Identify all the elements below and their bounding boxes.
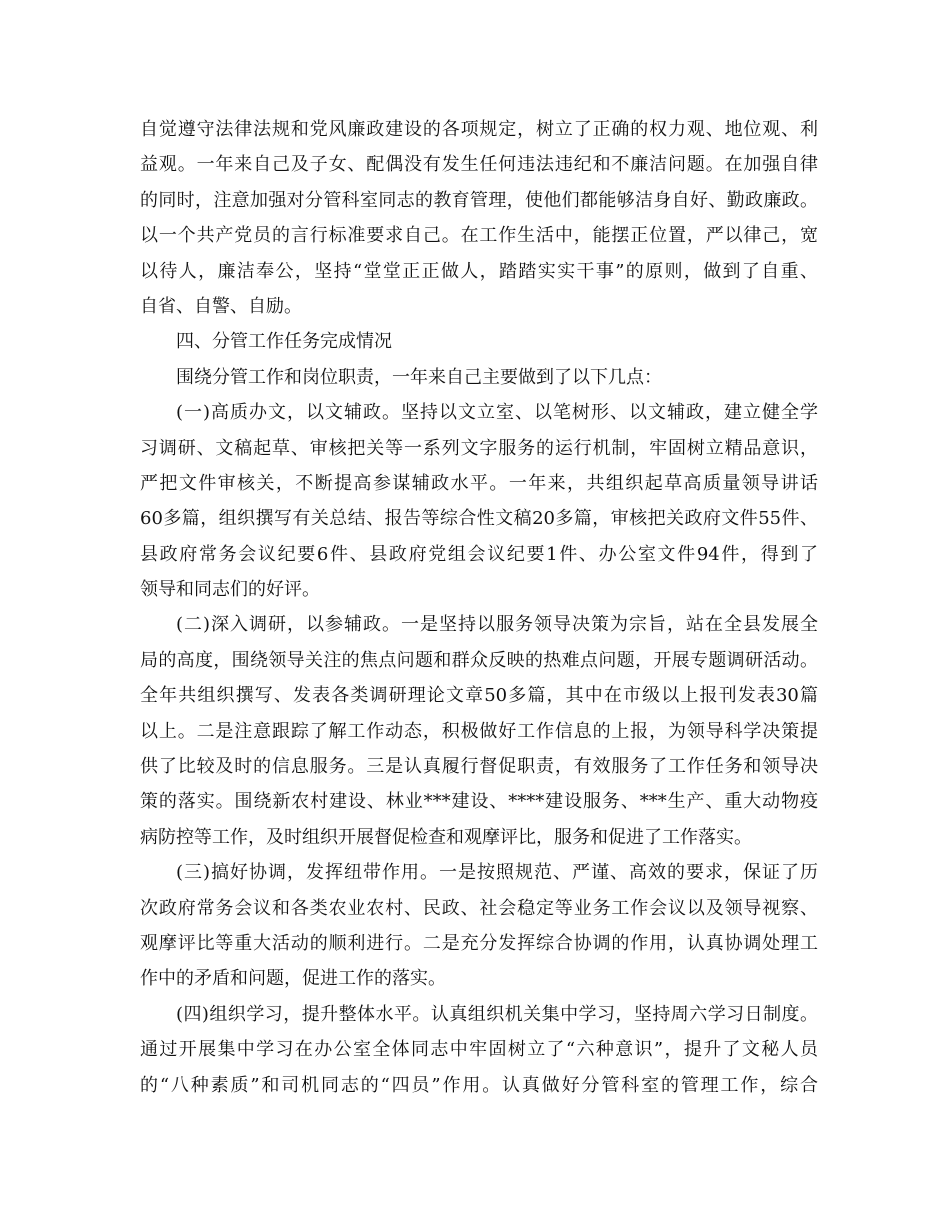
text-line: 自觉遵守法律法规和党风廉政建设的各项规定，树立了正确的权力观、地位观、利 bbox=[140, 119, 818, 140]
text-line: 作中的矛盾和问题，促进工作的落实。 bbox=[140, 968, 446, 990]
text-line: 的“八种素质”和司机同志的“四员”作用。认真做好分管科室的管理工作，综合 bbox=[140, 1074, 818, 1096]
text-line: 通过开展集中学习在办公室全体同志中牢固树立了“六种意识”，提升了文秘人员 bbox=[140, 1039, 818, 1061]
text-line: 严把文件审核关，不断提高参谋辅政水平。一年来，共组织起草高质量领导讲话 bbox=[140, 472, 818, 494]
text-line: (一)高质办文，以文辅政。坚持以文立室、以笔树形、以文辅政，建立健全学 bbox=[176, 402, 818, 424]
text-line: 供了比较及时的信息服务。三是认真履行督促职责，有效服务了工作任务和领导决 bbox=[140, 756, 818, 778]
text-line: 局的高度，围绕领导关注的焦点问题和群众反映的热难点问题，开展专题调研活动。 bbox=[140, 649, 818, 671]
text-line: 60多篇，组织撰写有关总结、报告等综合性文稿20多篇，审核把关政府文件55件、 bbox=[140, 508, 818, 530]
text-line: 次政府常务会议和各类农业农村、民政、社会稳定等业务工作会议以及领导视察、 bbox=[140, 897, 818, 919]
text-line: 围绕分管工作和岗位职责，一年来自己主要做到了以下几点： bbox=[176, 366, 662, 388]
text-line: (二)深入调研，以参辅政。一是坚持以服务领导决策为宗旨，站在全县发展全 bbox=[176, 614, 818, 636]
text-line: 全年共组织撰写、发表各类调研理论文章50多篇，其中在市级以上报刊发表30篇 bbox=[140, 685, 818, 707]
text-line: 病防控等工作，及时组织开展督促检查和观摩评比，服务和促进了工作落实。 bbox=[140, 826, 752, 848]
text-line: 策的落实。围绕新农村建设、林业***建设、****建设服务、***生产、重大动物疫 bbox=[140, 791, 818, 813]
text-line: 的同时，注意加强对分管科室同志的教育管理，使他们都能够洁身自好、勤政廉政。 bbox=[140, 189, 818, 211]
text-line: 以一个共产党员的言行标准要求自己。在工作生活中，能摆正位置，严以律己，宽 bbox=[140, 225, 818, 247]
text-line: (四)组织学习，提升整体水平。认真组织机关集中学习，坚持周六学习日制度。 bbox=[176, 1003, 818, 1025]
text-line: 以待人，廉洁奉公，坚持“堂堂正正做人，踏踏实实干事”的原则，做到了自重、 bbox=[140, 260, 818, 282]
text-line: 以上。二是注意跟踪了解工作动态，积极做好工作信息的上报，为领导科学决策提 bbox=[140, 720, 818, 742]
text-line: 习调研、文稿起草、审核把关等一系列文字服务的运行机制，牢固树立精品意识， bbox=[140, 437, 818, 459]
text-line: 领导和同志们的好评。 bbox=[140, 579, 320, 601]
text-line: (三)搞好协调，发挥纽带作用。一是按照规范、严谨、高效的要求，保证了历 bbox=[176, 862, 818, 884]
text-line: 益观。一年来自己及子女、配偶没有发生任何违法违纪和不廉洁问题。在加强自律 bbox=[140, 154, 818, 176]
text-line: 自省、自警、自励。 bbox=[140, 295, 302, 317]
text-line: 四、分管工作任务完成情况 bbox=[176, 331, 392, 353]
text-line: 县政府常务会议纪要6件、县政府党组会议纪要1件、办公室文件94件，得到了 bbox=[140, 543, 818, 565]
document-body bbox=[140, 112, 818, 1103]
text-line: 观摩评比等重大活动的顺利进行。二是充分发挥综合协调的作用，认真协调处理工 bbox=[140, 932, 818, 954]
